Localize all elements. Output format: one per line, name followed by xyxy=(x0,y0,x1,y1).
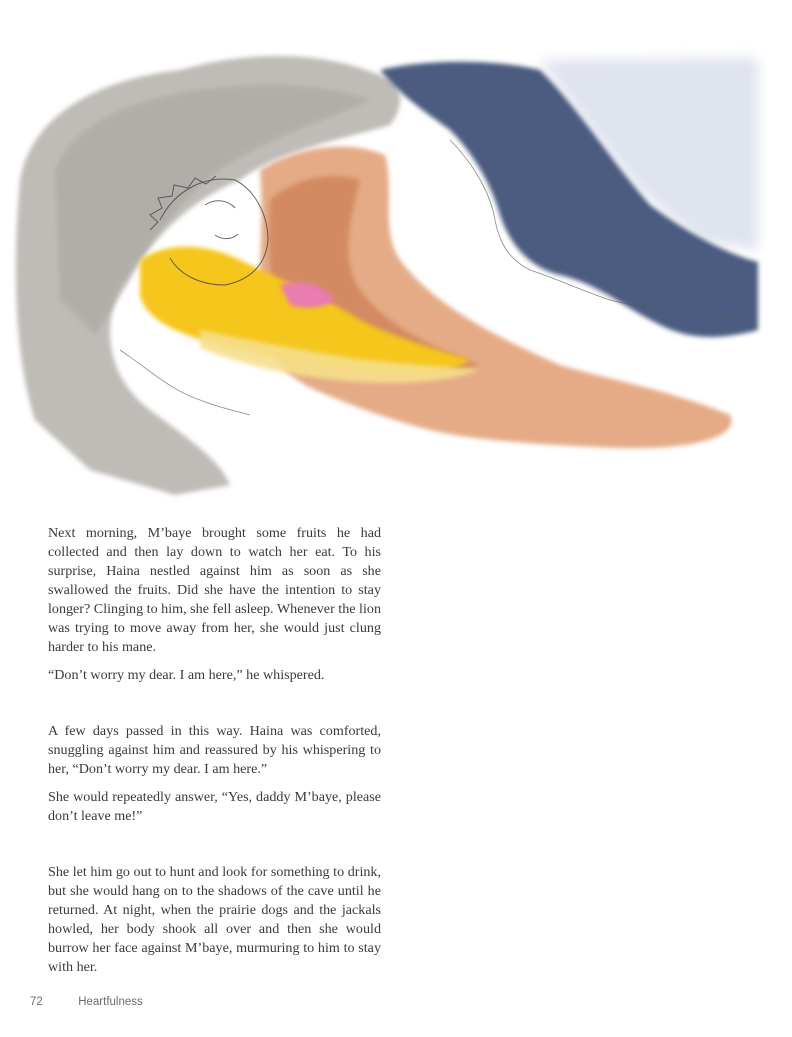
story-paragraph: She let him go out to hunt and look for something to drink, but she would hang on to the shadows of the cave until he returned. At night, when the prairie dogs and the jackals howled, her body shook all over and then she would burrow her face against M’baye, murmuring to him to stay with her. xyxy=(48,864,381,975)
story-paragraph: “Don’t worry my dear. I am here,” he whispered. xyxy=(48,667,325,683)
page-footer xyxy=(30,996,143,1008)
publication-name: Heartfulness xyxy=(78,996,143,1008)
story-illustration xyxy=(0,30,792,510)
story-text-column xyxy=(48,524,381,977)
page-number: 72 xyxy=(30,996,43,1008)
story-paragraph: A few days passed in this way. Haina was comforted, snuggling against him and reassured by his whispering to her, “Don’t worry my dear. I am here.” xyxy=(48,723,381,777)
cave-scene-artwork xyxy=(0,30,792,510)
story-paragraph: She would repeatedly answer, “Yes, daddy M’baye, please don’t leave me!” xyxy=(48,789,381,824)
story-paragraph: Next morning, M’baye brought some fruits he had collected and then lay down to watch her eat. To his surprise, Haina nestled against him as soon as she swallowed the fruits. Did she have the intention to stay longer? Clinging to him, she fell asleep. Whenever the lion was trying to move away from her, she would just clung harder to his mane. xyxy=(48,525,381,655)
